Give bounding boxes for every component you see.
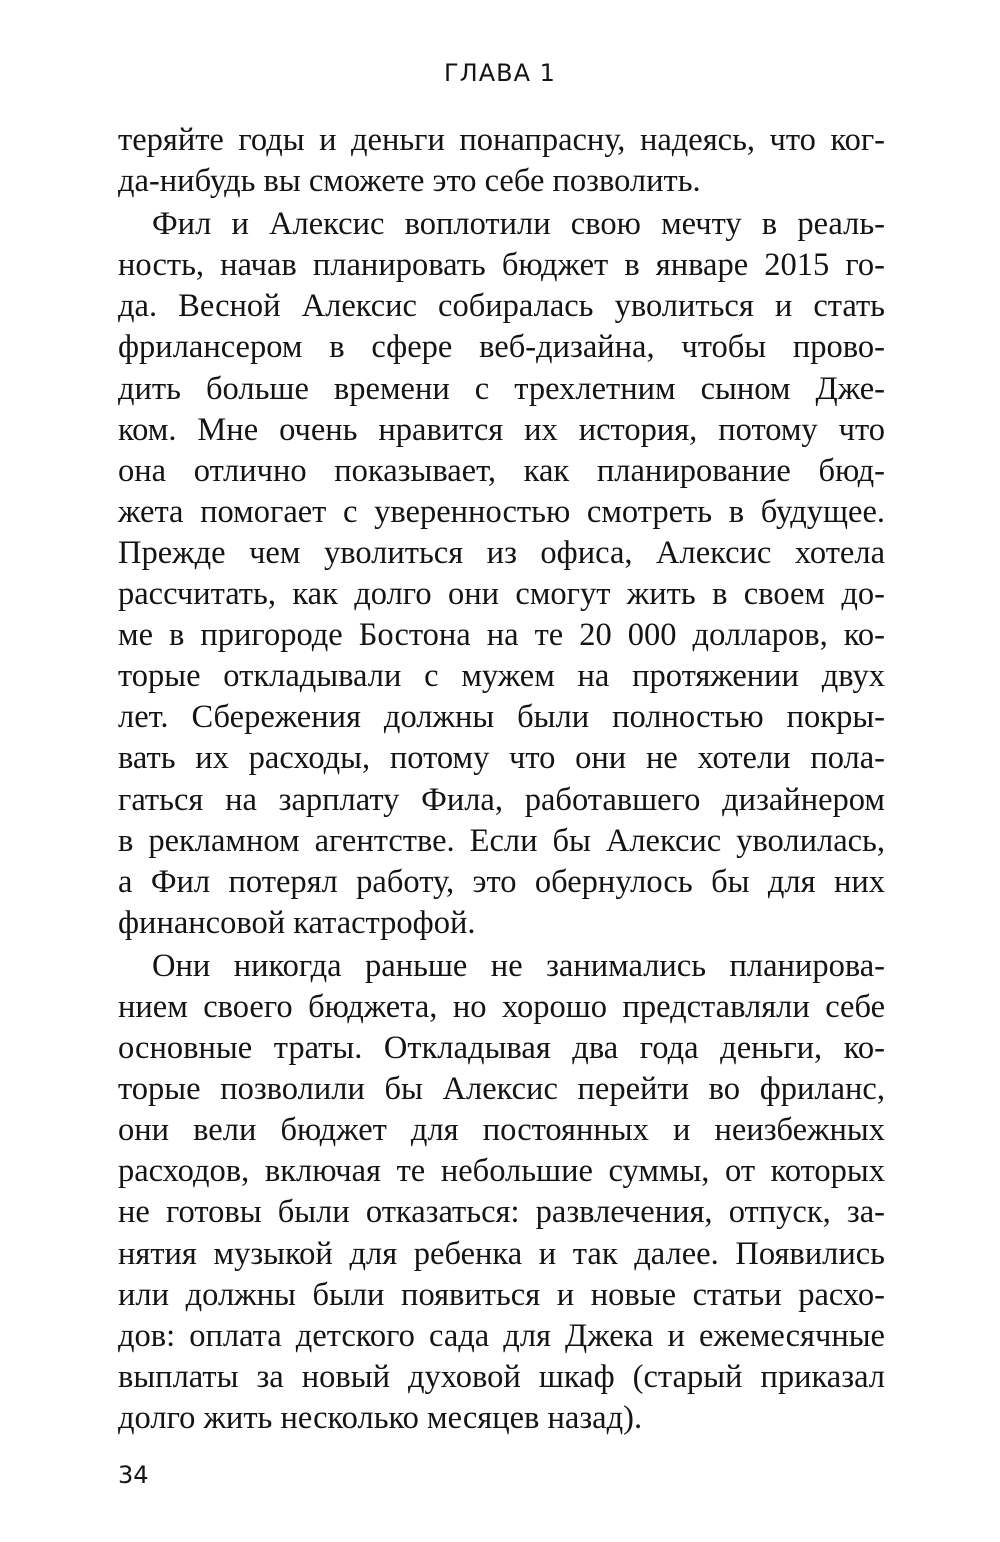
text-line: нятия музыкой для ребенка и так далее. Появились bbox=[118, 1235, 885, 1272]
text-line: торые откладывали с мужем на протяжении двух bbox=[118, 658, 885, 695]
text-line: лет. Сбережения должны были полностью покры- bbox=[118, 699, 885, 736]
text-line: да. Весной Алексис собиралась уволиться и стать bbox=[118, 288, 885, 325]
paragraph bbox=[118, 120, 885, 202]
page-number: 34 bbox=[118, 1461, 149, 1489]
text-line: она отлично показывает, как планирование бюд- bbox=[118, 452, 885, 489]
text-line: не готовы были отказаться: развлечения, отпуск, за- bbox=[118, 1194, 885, 1231]
text-line: рассчитать, как долго они смогут жить в своем до- bbox=[118, 576, 885, 613]
text-line: Фил и Алексис воплотили свою мечту в реаль- bbox=[152, 206, 885, 243]
text-line: ме в пригороде Бостона на те 20 000 долларов, ко- bbox=[118, 617, 885, 654]
text-line: да-нибудь вы сможете это себе позволить. bbox=[118, 163, 701, 200]
text-line: гаться на зарплату Фила, работавшего дизайнером bbox=[118, 781, 885, 818]
running-head: ГЛАВА 1 bbox=[444, 59, 556, 87]
text-line: основные траты. Откладывая два года деньги, ко- bbox=[118, 1030, 885, 1067]
text-line: дить больше времени с трехлетним сыном Дже- bbox=[118, 370, 885, 407]
text-line: дов: оплата детского сада для Джека и ежемесячные bbox=[118, 1317, 885, 1354]
text-line: жета помогает с уверенностью смотреть в будущее. bbox=[118, 493, 885, 530]
text-line: теряйте годы и деньги понапрасну, надеясь, что ког- bbox=[118, 122, 885, 158]
paragraph bbox=[118, 204, 885, 944]
text-line: ком. Мне очень нравится их история, потому что bbox=[118, 411, 885, 448]
text-line: фрилансером в сфере веб-дизайна, чтобы прово- bbox=[118, 329, 885, 366]
text-line: нием своего бюджета, но хорошо представляли себе bbox=[118, 988, 885, 1025]
text-line: или должны были появиться и новые статьи расхо- bbox=[118, 1276, 885, 1313]
text-line: они вели бюджет для постоянных и неизбежных bbox=[118, 1112, 885, 1149]
body-text bbox=[118, 120, 885, 1441]
paragraph bbox=[118, 946, 885, 1439]
text-line: долго жить несколько месяцев назад). bbox=[118, 1399, 643, 1436]
text-line: финансовой катастрофой. bbox=[118, 904, 476, 941]
text-line: расходов, включая те небольшие суммы, от которых bbox=[118, 1153, 885, 1190]
text-line: ность, начав планировать бюджет в январе 2015 го- bbox=[118, 247, 885, 284]
text-line: вать их расходы, потому что они не хотели пола- bbox=[118, 740, 885, 777]
text-line: Они никогда раньше не занимались планирова- bbox=[152, 947, 885, 984]
text-line: выплаты за новый духовой шкаф (старый приказал bbox=[118, 1358, 885, 1395]
text-line: Прежде чем уволиться из офиса, Алексис хотела bbox=[118, 534, 885, 571]
text-line: торые позволили бы Алексис перейти во фриланс, bbox=[118, 1071, 885, 1108]
text-line: а Фил потерял работу, это обернулось бы для них bbox=[118, 863, 885, 900]
text-line: в рекламном агентстве. Если бы Алексис уволилась, bbox=[118, 822, 885, 859]
